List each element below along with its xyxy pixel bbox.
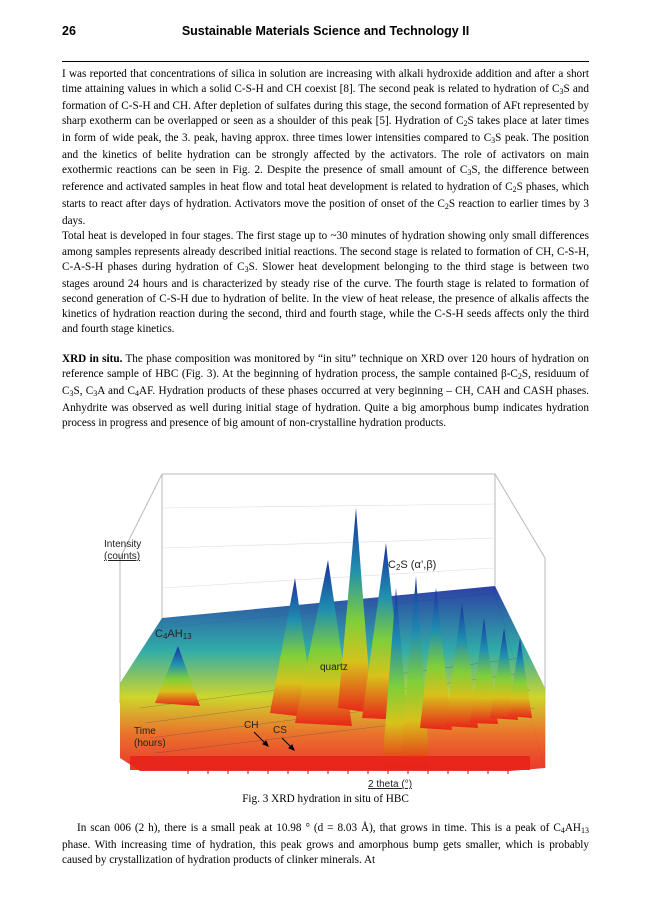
xrd-3d-figure [100, 468, 550, 795]
paragraph-2: Total heat is developed in four stages. The first stage up to ~30 minutes of hydration showing only small differences among samples represents already described initial reactions. The second stage is related to formation of CH, C-S-H, C-A-S-H phases during hydration of $C_3S$. Slower heat development belonging to the third stage is between two stages around 24 hours and is characterized by steady rise of the curve. The fourth stage is related to formation of second generation of C-S-H due to hydration of belite. In the view of heat release, the presence of alkalis affects the kinetics of hydration reaction during the second, third and fourth stage, while the C-S-H seeds affects only the third and fourth stage kinetics. [62, 230, 589, 335]
page-header [62, 24, 589, 44]
header-rule [62, 61, 589, 62]
figure-caption: Fig. 3 XRD hydration in situ of HBC [242, 793, 409, 805]
paragraph-4: In scan 006 (2 h), there is a small peak at 10.98 ° (d = 8.03 Å), that grows in time. This is a peak of $C_4AH_{13}$ phase. With increasing time of hydration, this peak grows and amorphous bump gets smaller, which is probably caused by crystallization of hydration products of clinker minerals. At [62, 822, 589, 867]
ch-peak-label: CH [244, 720, 259, 731]
front-strip [130, 756, 530, 770]
paragraph-1: I was reported that concentrations of silica in solution are increasing with alkali hydroxide addition and after a short time attaining values in which a solid C-S-H and CH coexist [8]. The second peak is related to hydration of $C_3S$ and formation of C-S-H and CH. After depletion of sulfates during this stage, the second formation of AFt represented by sharp exotherm can be overlapped or seen as a shoulder of this peak [5]. Hydration of $C_2S$ takes place at later times in form of wide peak, the 3. peak, having approx. three times lower intensities compared to $C_3S$ peak. The position and the kinetics of belite hydration can be strongly affected by the activators. The role of activators on main exothermic reactions can be seen in Fig. 2. Despite the presence of small amount of $C_3S$, the difference between reference and activated samples in heat flow and total heat development is related to hydration of $C_2S$ phases, which starts to react after days of hydration. Activators move the position of onset of the $C_2S$ reaction to earlier times by 3 days. [62, 68, 590, 228]
quartz-peak-label: quartz [320, 662, 348, 673]
body-text [62, 67, 589, 431]
cs-peak-label: CS [273, 725, 287, 736]
time-axis-label: Time (hours) [134, 726, 166, 749]
paragraph-3: XRD in situ. The phase composition was monitored by “in situ” technique on XRD over 120 hours of hydration on reference sample of HBC (Fig. 3). At the beginning of hydration process, the sample contained $\beta-C_2S$, residuum of $C_3S$, $C_3A$ and $C_4AF$. Hydration products of these phases occurred at very beginning – CH, CAH and CASH phases. Anhydrite was observed as well during initial stage of hydration. Quite a big amorphous bump indicates hydration process in progress and presence of big amount of non-crystalline hydration products. [62, 352, 589, 429]
c2s-peak-label: $C_2S$ (α’,β) [388, 559, 437, 572]
theta-ticks [188, 771, 508, 774]
intensity-axis-label: Intensity (counts) [104, 539, 142, 562]
page-number: 26 [62, 24, 76, 38]
c4ah13-peak-label: $C_4AH_{13}$ [155, 628, 192, 641]
journal-title: Sustainable Materials Science and Technology II [181, 24, 470, 38]
body-text-after-figure [62, 821, 589, 868]
theta-axis-label: 2 theta (°) [368, 779, 413, 790]
section-heading-xrd: XRD in situ. [62, 352, 123, 365]
